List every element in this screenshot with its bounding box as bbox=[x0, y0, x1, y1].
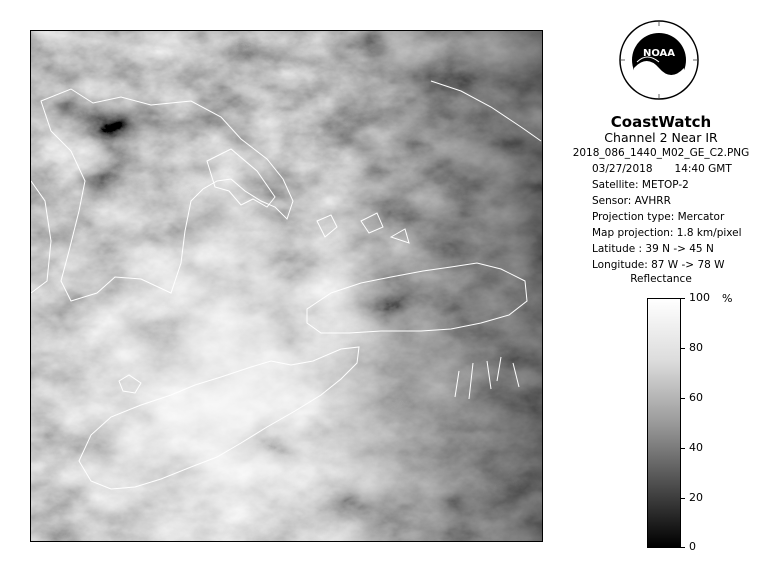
satellite-text: Satellite: METOP-2 bbox=[592, 179, 689, 191]
time-text: 14:40 GMT bbox=[674, 163, 732, 175]
satellite-map-svg bbox=[31, 31, 543, 542]
colorbar-tick-label: 40 bbox=[689, 441, 703, 454]
colorbar-tick bbox=[680, 348, 685, 349]
colorbar-tick-label: 20 bbox=[689, 491, 703, 504]
colorbar-title: Reflectance bbox=[630, 273, 692, 285]
sensor-text: Sensor: AVHRR bbox=[592, 195, 671, 207]
channel-name: Channel 2 Near IR bbox=[604, 130, 718, 145]
noaa-logo-icon bbox=[617, 18, 701, 110]
satellite-image bbox=[30, 30, 543, 542]
colorbar-tick-label: 100 bbox=[689, 291, 710, 304]
colorbar-tick bbox=[680, 547, 685, 548]
date-time bbox=[592, 163, 732, 175]
projection-type-text: Projection type: Mercator bbox=[592, 211, 725, 223]
product-name: CoastWatch bbox=[610, 113, 712, 131]
file-name: 2018_086_1440_M02_GE_C2.PNG bbox=[572, 147, 750, 159]
dark-clear-region bbox=[31, 31, 543, 542]
longitude-text: Longitude: 87 W -> 78 W bbox=[592, 259, 725, 271]
colorbar-tick bbox=[680, 298, 685, 299]
logo-text: NOAA bbox=[642, 48, 676, 59]
map-projection-text: Map projection: 1.8 km/pixel bbox=[592, 227, 742, 239]
colorbar-tick-label: 60 bbox=[689, 391, 703, 404]
colorbar-tick-label: 0 bbox=[689, 540, 696, 553]
colorbar-tick-label: 80 bbox=[689, 341, 703, 354]
latitude-text: Latitude : 39 N -> 45 N bbox=[592, 243, 714, 255]
date-text: 03/27/2018 bbox=[592, 163, 653, 175]
colorbar-tick bbox=[680, 498, 685, 499]
colorbar-tick bbox=[680, 398, 685, 399]
reflectance-colorbar bbox=[647, 298, 681, 548]
colorbar-tick bbox=[680, 448, 685, 449]
colorbar-unit: % bbox=[722, 292, 733, 305]
